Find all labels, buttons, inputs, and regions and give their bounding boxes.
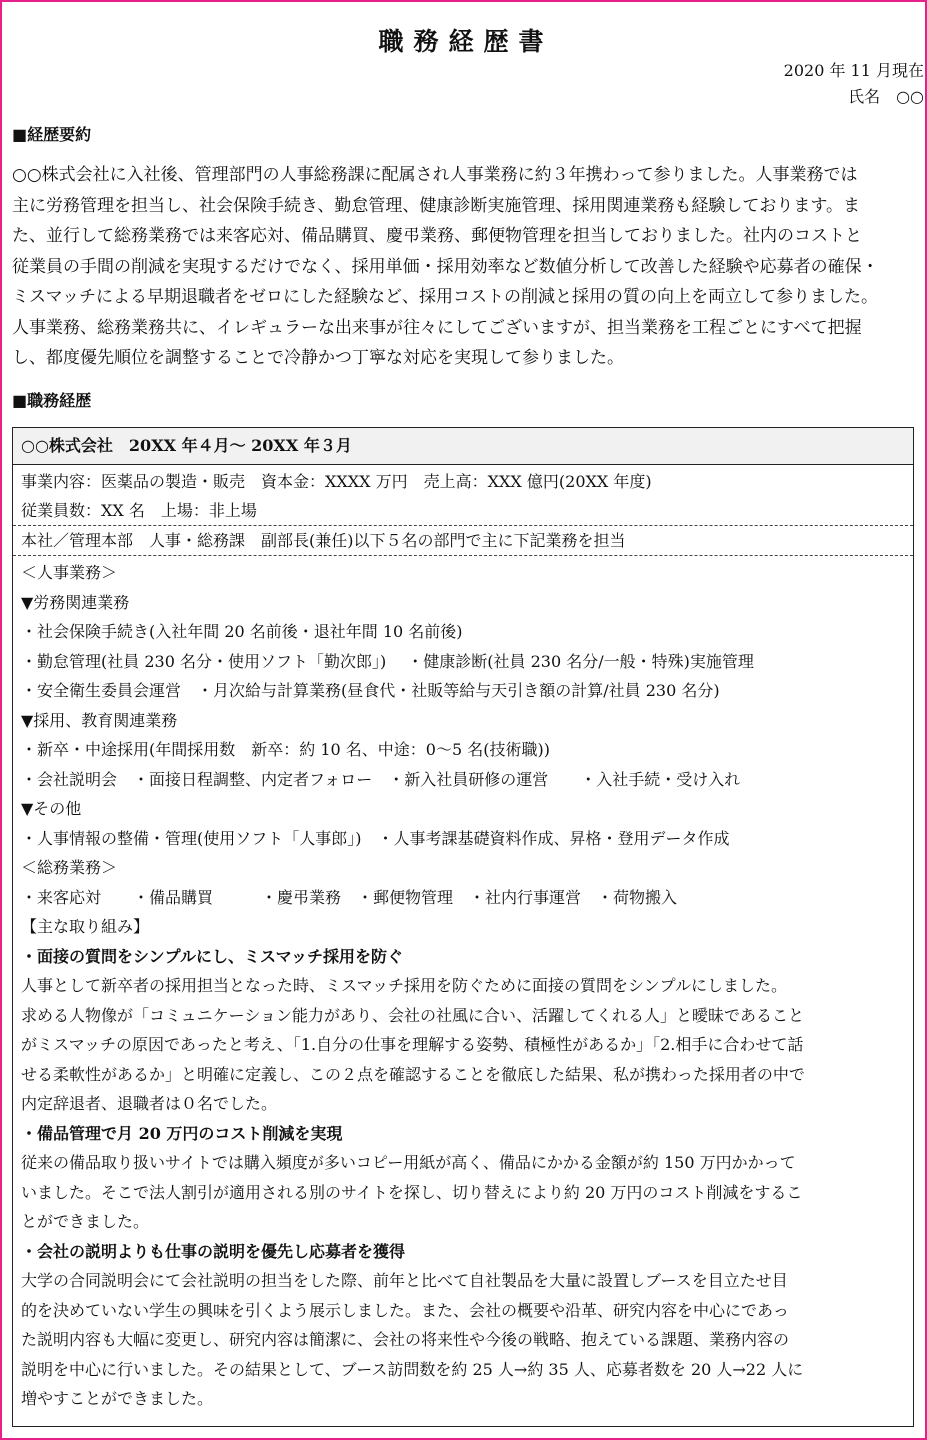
achievement-line: いました。そこで法人割引が適用される別のサイトを探し、切り替えにより約 20 万円のコスト削減をするこ xyxy=(21,1182,803,1202)
achievement-line: とができました。 xyxy=(21,1212,150,1231)
summary-text xyxy=(12,160,918,374)
achievement-heading: ・面接の質問をシンプルにし、ミスマッチ採用を防ぐ xyxy=(21,946,404,966)
summary-line: 主に労務管理を担当し、社会保険手続き、勤怠管理、健康診断実施管理、採用関連業務も経験しております。ま xyxy=(12,195,860,216)
summary-line: 従業員の手間の削減を実現するだけでなく、採用単価・採用効率など数値分析して改善した経験や応募者の確保・ xyxy=(12,256,879,277)
duty-line: ・来客応対 ・備品購買 ・慶弔業務 ・郵便物管理 ・社内行事運営 ・荷物搬入 xyxy=(21,887,678,907)
achievement-line: 人事として新卒者の採用担当となった時、ミスマッチ採用を防ぐために面接の質問をシンプルにしました。 xyxy=(21,976,788,995)
duty-line: ＜総務業務＞ xyxy=(21,858,118,877)
summary-line: た、並行して総務業務では来客応対、備品購買、慶弔業務、郵便物管理を担当しておりました。社内のコストと xyxy=(12,226,862,246)
duty-line: ＜人事業務＞ xyxy=(21,563,118,582)
company-header: ○○株式会社 20XX 年４月～ 20XX 年３月 xyxy=(13,428,913,465)
career-heading: ■職務経歴 xyxy=(12,391,92,410)
duty-line: ・社会保険手続き(入社年間 20 名前後・退社年間 10 名前後) xyxy=(21,622,463,641)
duties-list xyxy=(13,556,913,1414)
summary-line: し、都度優先順位を調整することで冷静かつ丁寧な対応を実現して参りました。 xyxy=(12,348,624,368)
duty-line: ▼労務関連業務 xyxy=(21,592,130,612)
duty-line: ・新卒・中途採用(年間採用数 新卒：約 10 名、中途：0～5 名(技術職)) xyxy=(21,740,550,759)
achievement-line: 内定辞退者、退職者は０名でした。 xyxy=(21,1094,278,1113)
summary-line: ○○株式会社に入社後、管理部門の人事総務課に配属され人事業務に約３年携わって参りました。人事業務では xyxy=(12,165,858,185)
duty-line: ・勤怠管理(社員 230 名分・使用ソフト「勤次郎」) ・健康診断(社員 230 名分/一般・特殊)実施管理 xyxy=(21,651,754,671)
duty-line: ・安全衛生委員会運営 ・月次給与計算業務(昼食代・社販等給与天引き額の計算/社員 230 名分) xyxy=(21,681,720,700)
document-date: 2020 年 11 月現在 xyxy=(783,61,924,80)
achievement-line: 大学の合同説明会にて会社説明の担当をした際、前年と比べて自社製品を大量に設置しブースを目立たせ目 xyxy=(21,1271,788,1290)
summary-line: 人事業務、総務業務共に、イレギュラーな出来事が往々にしてございますが、担当業務を工程ごとにすべて把握 xyxy=(12,317,862,338)
summary-line: ミスマッチによる早期退職者をゼロにした経験など、採用コストの削減と採用の質の向上を両立して参りました。 xyxy=(12,287,878,307)
duty-line: ・人事情報の整備・管理(使用ソフト「人事郎」) ・人事考課基礎資料作成、昇格・登用データ作成 xyxy=(21,828,730,848)
duty-line: ▼採用、教育関連業務 xyxy=(21,710,178,730)
applicant-name: 氏名 ○○ xyxy=(848,87,924,106)
career-table xyxy=(12,427,914,1427)
department-info: 本社／管理本部 人事・総務課 副部長(兼任)以下５名の部門で主に下記業務を担当 xyxy=(13,526,913,556)
achievement-line: がミスマッチの原因であったと考え、「1.自分の仕事を理解する姿勢、積極性があるか」「2.相手に合わせて話 xyxy=(21,1035,804,1054)
achievement-line: 従来の備品取り扱いサイトでは購入頻度が多いコピー用紙が高く、備品にかかる金額が約 150 万円かかって xyxy=(21,1153,796,1172)
document-title: 職務経歴書 xyxy=(378,27,554,56)
duty-line: 【主な取り組み】 xyxy=(21,917,150,936)
duty-line: ・会社説明会 ・面接日程調整、内定者フォロー ・新入社員研修の運営 ・入社手続・受け入れ xyxy=(21,769,741,789)
employee-info: 従業員数：XX 名 上場：非上場 xyxy=(13,496,913,526)
achievement-line: せる柔軟性があるか」と明確に定義し、この２点を確認することを徹底した結果、私が携わった採用者の中で xyxy=(21,1064,805,1084)
duty-line: ▼その他 xyxy=(21,799,82,818)
achievement-line: 求める人物像が「コミュニケーション能力があり、会社の社風に合い、活躍してくれる人」と曖昧であること xyxy=(21,1005,805,1025)
achievement-line: た説明内容も大幅に変更し、研究内容は簡潔に、会社の将来性や今後の戦略、抱えている課題、業務内容の xyxy=(21,1330,790,1349)
summary-heading: ■経歴要約 xyxy=(12,125,92,144)
achievement-heading: ・備品管理で月 20 万円のコスト削減を実現 xyxy=(21,1123,343,1143)
achievement-line: 増やすことができました。 xyxy=(21,1389,214,1408)
business-info: 事業内容：医薬品の製造・販売 資本金：XXXX 万円 売上高：XXX 億円(20XX 年度) xyxy=(21,472,652,491)
achievement-line: 的を決めていない学生の興味を引くよう展示しました。また、会社の概要や沿革、研究内容を中心にであっ xyxy=(21,1300,789,1320)
achievement-line: 説明を中心に行いました。その結果として、ブース訪問数を約 25 人→約 35 人、応募者数を 20 人→22 人に xyxy=(21,1359,804,1379)
achievement-heading: ・会社の説明よりも仕事の説明を優先し応募者を獲得 xyxy=(21,1241,406,1261)
